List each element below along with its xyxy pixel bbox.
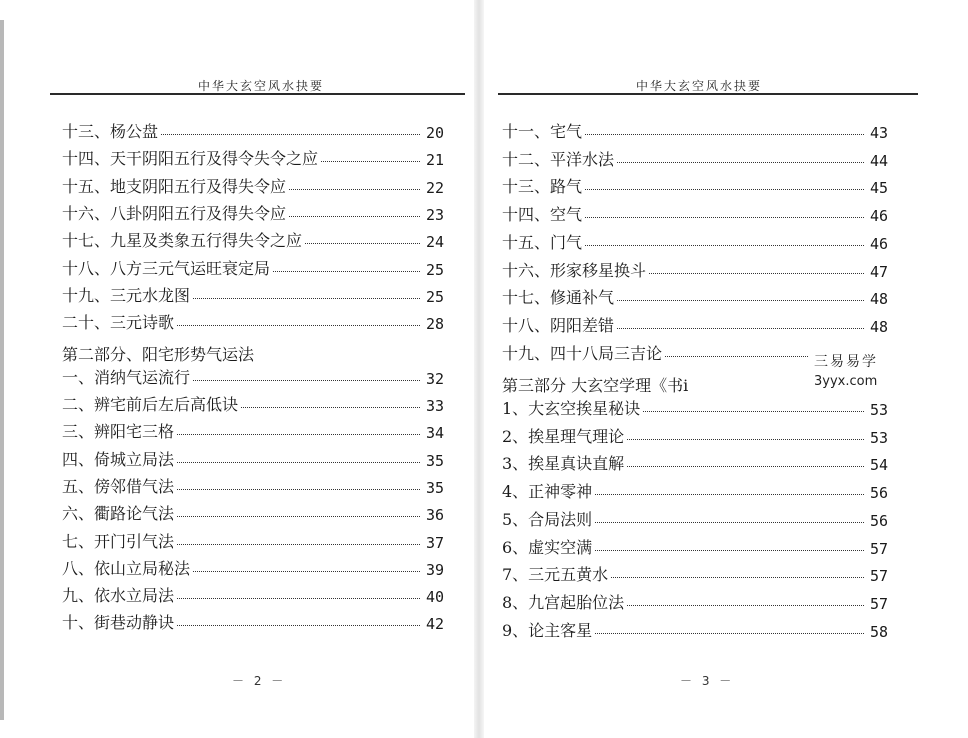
toc-entry [502, 425, 888, 447]
toc-entry [62, 147, 444, 169]
dot-leader [585, 134, 864, 135]
dot-leader [177, 598, 420, 599]
toc-entry-title: 十三、杨公盘 [62, 122, 159, 141]
toc-entry-page: 25 [425, 260, 444, 279]
toc-entry-page: 32 [425, 369, 444, 388]
toc-entry-title: 十五、门气 [502, 232, 583, 252]
toc-entry [502, 508, 888, 530]
toc-entry-page: 44 [869, 151, 888, 170]
toc-entry-title: 十七、九星及类象五行得失令之应 [62, 231, 303, 251]
toc-entry [62, 502, 444, 524]
toc-entry-title: 十一、宅气 [502, 122, 583, 141]
toc-entry-page: 53 [869, 428, 888, 447]
page-number-left: － 2 － [232, 674, 287, 688]
toc-entry-title: 十九、三元水龙图 [62, 285, 191, 305]
toc-entry-title: 十三、路气 [502, 177, 583, 197]
toc-entry-page: 47 [869, 262, 888, 281]
section-heading: 第三部分 大玄空学理《书i [502, 376, 689, 396]
toc-entry [502, 452, 888, 474]
toc-entry-title: 十五、地支阴阳五行及得失令应 [62, 176, 287, 196]
toc-entry [62, 530, 444, 552]
dot-leader [177, 462, 420, 463]
toc-entry [62, 393, 444, 415]
toc-entry-page: 20 [425, 124, 444, 142]
toc-entry-title: 二、辨宅前后左后高低诀 [62, 395, 239, 414]
dot-leader [241, 407, 420, 408]
dot-leader [177, 625, 420, 626]
dot-leader [627, 466, 864, 467]
toc-entry-title: 十四、空气 [502, 205, 583, 225]
toc-entry [62, 557, 444, 579]
toc-entry-page: 53 [869, 401, 888, 419]
toc-entry-page: 25 [425, 287, 444, 306]
running-header-right: 中华大玄空风水抉要 [636, 79, 763, 93]
toc-entry-title: 四、倚城立局法 [62, 449, 175, 469]
dot-leader [289, 189, 420, 190]
header-rule-right [498, 93, 918, 95]
dot-leader [177, 489, 420, 490]
toc-entry [502, 480, 888, 502]
toc-entry-page: 57 [869, 567, 888, 586]
toc-entry-title: 9、论主客星 [502, 620, 593, 640]
toc-entry-title: 8、九宫起胎位法 [502, 592, 625, 612]
toc-entry-title: 十二、平洋水法 [502, 149, 615, 169]
toc-entry [502, 397, 888, 419]
toc-entry-title: 六、衢路论气法 [62, 504, 175, 524]
toc-entry-title: 1、大玄空挨星秘诀 [502, 399, 641, 418]
toc-entry-title: 一、消纳气运流行 [62, 367, 191, 387]
toc-entry [62, 611, 444, 633]
toc-entry [62, 202, 444, 224]
toc-entry-page: 35 [425, 478, 444, 497]
toc-entry-page: 48 [869, 317, 888, 336]
dot-leader [321, 161, 420, 162]
toc-entry-title: 十六、形家移星换斗 [502, 260, 647, 280]
dot-leader [617, 328, 864, 329]
dot-leader [305, 243, 420, 244]
toc-entry-page: 23 [425, 205, 444, 224]
toc-entry-page: 46 [869, 234, 888, 253]
toc-entry-title: 5、合局法则 [502, 509, 593, 529]
header-rule-left [50, 93, 465, 95]
dot-leader [177, 325, 420, 326]
toc-entry [502, 591, 888, 613]
toc-entry-title: 三、辨阳宅三格 [62, 422, 175, 442]
toc-entry-page: 36 [425, 506, 444, 525]
section-heading: 第二部分、阳宅形势气运法 [62, 345, 255, 365]
toc-entry-title: 二十、三元诗歌 [62, 313, 175, 333]
toc-entry-title: 十九、四十八局三吉论 [502, 343, 663, 363]
toc-entry [62, 448, 444, 470]
toc-entry-title: 十、街巷动静诀 [62, 613, 175, 633]
toc-entry [62, 229, 444, 251]
toc-entry-page: 58 [869, 622, 888, 641]
toc-entry-page: 34 [425, 424, 444, 443]
toc-entry-title: 3、挨星真诀直解 [502, 454, 625, 474]
toc-entry-page: 40 [425, 588, 444, 607]
toc-entry-title: 九、依水立局法 [62, 586, 175, 606]
dot-leader [177, 434, 420, 435]
dot-leader [617, 300, 864, 301]
toc-entry-title: 十六、八卦阴阳五行及得失令应 [62, 203, 287, 223]
toc-entry-page: 57 [869, 539, 888, 558]
dot-leader [643, 411, 864, 412]
dot-leader [595, 494, 864, 495]
toc-entry-page: 28 [425, 315, 444, 334]
right-page [484, 0, 968, 738]
page-number-right: － 3 － [680, 674, 735, 688]
toc-entry-title: 五、傍邻借气法 [62, 476, 175, 496]
book-spine [474, 0, 484, 738]
toc-entry [62, 366, 444, 388]
dot-leader [595, 522, 864, 523]
toc-entry [502, 175, 888, 197]
toc-entry [62, 311, 444, 333]
toc-entry [502, 120, 888, 142]
toc-entry [62, 257, 444, 279]
dot-leader [177, 516, 420, 517]
toc-entry-title: 十七、修通补气 [502, 288, 615, 308]
dot-leader [161, 134, 420, 135]
dot-leader [649, 273, 864, 274]
toc-entry-page: 43 [869, 124, 888, 142]
toc-entry-page: 54 [869, 456, 888, 475]
dot-leader [585, 217, 864, 218]
toc-entry-title: 八、依山立局秘法 [62, 558, 191, 578]
toc-entry-title: 十四、天干阴阳五行及得令失令之应 [62, 149, 319, 169]
dot-leader [617, 162, 864, 163]
toc-entry-title: 7、三元五黄水 [502, 565, 609, 585]
running-header-left: 中华大玄空风水抉要 [198, 79, 325, 93]
toc-entry [502, 286, 888, 308]
dot-leader [289, 216, 420, 217]
dot-leader [273, 271, 420, 272]
dot-leader [611, 577, 864, 578]
toc-entry-page: 21 [425, 151, 444, 170]
dot-leader [193, 380, 420, 381]
watermark-name: 三易易学 [814, 354, 878, 370]
dot-leader [585, 245, 864, 246]
toc-entry-page: 37 [425, 533, 444, 552]
dot-leader [193, 571, 420, 572]
toc-entry-page: 57 [869, 594, 888, 613]
toc-entry-title: 6、虚实空满 [502, 537, 593, 557]
scan-smudge [722, 386, 808, 398]
toc-entry [62, 175, 444, 197]
dot-leader [627, 439, 864, 440]
toc-entry [502, 536, 888, 558]
toc-entry-page: 39 [425, 560, 444, 579]
toc-entry-page: 33 [425, 397, 444, 415]
toc-entry-page: 56 [869, 484, 888, 503]
toc-entry [502, 563, 888, 585]
toc-entry [502, 314, 888, 336]
toc-entry [62, 420, 444, 442]
toc-entry-page: 35 [425, 451, 444, 470]
toc-entry [62, 584, 444, 606]
toc-entry-title: 十八、八方三元气运旺衰定局 [62, 258, 271, 278]
toc-entry-page: 56 [869, 511, 888, 530]
watermark-url: 3yyx.com [814, 374, 878, 389]
toc-entry-page: 42 [425, 615, 444, 634]
dot-leader [585, 189, 864, 190]
dot-leader [177, 544, 420, 545]
dot-leader [193, 298, 420, 299]
toc-entry-page: 46 [869, 207, 888, 226]
toc-entry-page: 22 [425, 178, 444, 197]
toc-entry-title: 七、开门引气法 [62, 531, 175, 551]
watermark [808, 350, 884, 394]
toc-entry-page: 45 [869, 179, 888, 198]
toc-entry-title: 十八、阴阳差错 [502, 315, 615, 335]
toc-entry [502, 259, 888, 281]
dot-leader [627, 605, 864, 606]
toc-entry-title: 4、正神零神 [502, 482, 593, 502]
dot-leader [595, 550, 864, 551]
toc-entry-page: 24 [425, 233, 444, 252]
toc-entry [502, 231, 888, 253]
toc-entry [62, 475, 444, 497]
toc-entry [62, 284, 444, 306]
toc-entry-page: 48 [869, 290, 888, 309]
toc-entry [502, 203, 888, 225]
toc-entry-title: 2、挨星理气理论 [502, 426, 625, 446]
toc-entry [502, 619, 888, 641]
toc-entry [502, 148, 888, 170]
dot-leader [595, 633, 864, 634]
toc-entry [62, 120, 444, 142]
